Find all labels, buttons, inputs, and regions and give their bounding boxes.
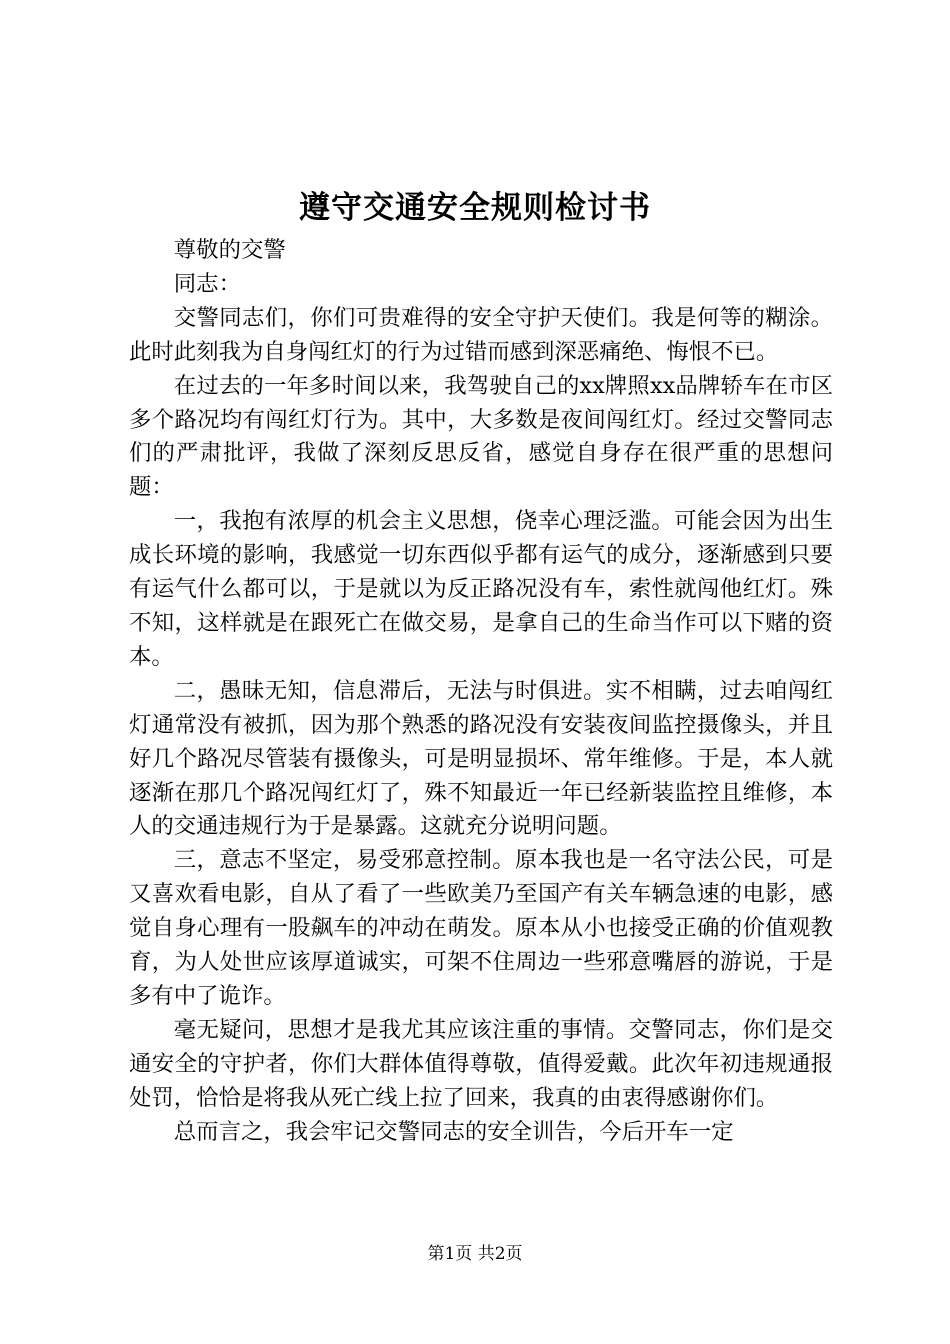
paragraph: 毫无疑问，思想才是我尤其应该注重的事情。交警同志，你们是交通安全的守护者，你们大群体值得尊敬，值得爱戴。此次年初违规通报处罚，恰恰是将我从死亡线上拉了回来，我真的由衷得感谢你们。 xyxy=(129,1016,833,1111)
paragraph: 总而言之，我会牢记交警同志的安全训告，今后开车一定 xyxy=(173,1118,734,1145)
paragraph: 三，意志不坚定，易受邪意控制。原本我也是一名守法公民，可是又喜欢看电影，自从了看了一些欧美乃至国产有关车辆急速的电影，感觉自身心理有一股飙车的冲动在萌发。原本从小也接受正确的价值观教育，为人处世应该厚道诚实，可架不住周边一些邪意嘴唇的游说，于是多有中了诡诈。 xyxy=(129,847,833,1009)
document-title: 遵守交通安全规则检讨书 xyxy=(299,190,651,226)
paragraph: 一，我抱有浓厚的机会主义思想，侥幸心理泛滥。可能会因为出生成长环境的影响，我感觉一切东西似乎都有运气的成分，逐渐感到只要有运气什么都可以，于是就以为反正路况没有车，索性就闯他红灯。殊不知，这样就是在跟死亡在做交易，是拿自己的生命当作可以下赌的资本。 xyxy=(129,508,833,670)
paragraph: 在过去的一年多时间以来，我驾驶自己的xx牌照xx品牌轿车在市区多个路况均有闯红灯行为。其中，大多数是夜间闯红灯。经过交警同志们的严肃批评，我做了深刻反思反省，感觉自身存在很严重的思想问题： xyxy=(129,372,833,501)
salutation-line: 同志： xyxy=(173,270,241,297)
salutation-line: 尊敬的交警 xyxy=(173,237,286,263)
paragraph: 交警同志们，你们可贵难得的安全守护天使们。我是何等的糊涂。此时此刻我为自身闯红灯的行为过错而感到深恶痛绝、悔恨不已。 xyxy=(129,304,833,365)
document-body xyxy=(129,234,833,1149)
paragraph: 二，愚昧无知，信息滞后，无法与时俱进。实不相瞒，过去咱闯红灯通常没有被抓，因为那个熟悉的路况没有安装夜间监控摄像头，并且好几个路况尽管装有摄像头，可是明显损坏、常年维修。于是，本人就逐渐在那几个路况闯红灯了，殊不知最近一年已经新装监控且维修，本人的交通违规行为于是暴露。这就充分说明问题。 xyxy=(129,677,833,840)
page-footer: 第1页 共2页 xyxy=(427,1244,523,1264)
